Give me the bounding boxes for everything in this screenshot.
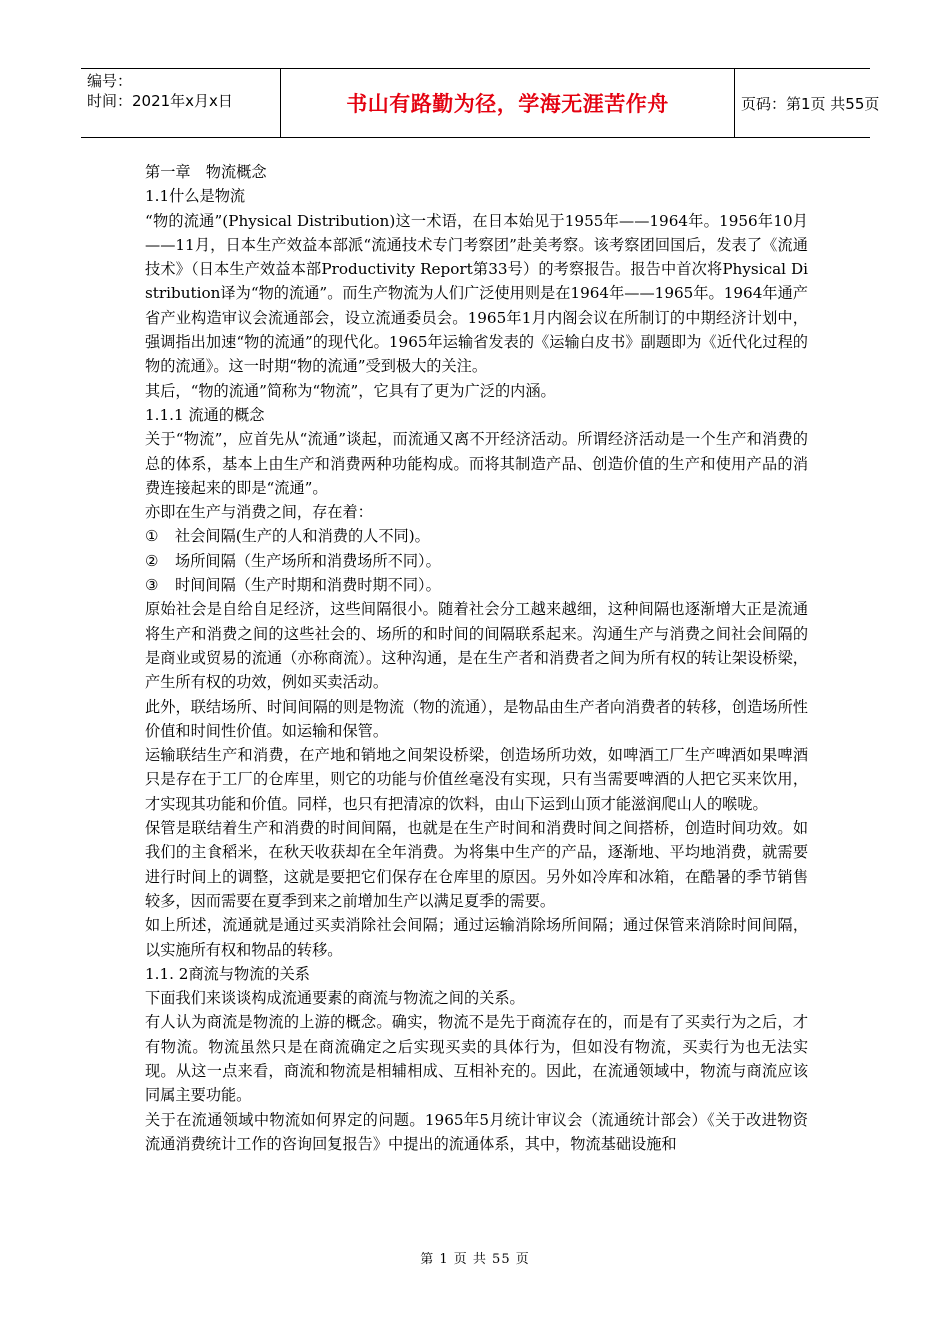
header-table xyxy=(81,68,880,138)
section-heading: 1.1.1 流通的概念 xyxy=(145,405,265,424)
paragraph: 保管是联结着生产和消费的时间间隔，也就是在生产时间和消费时间之间搭桥，创造时间功效。如我们的主食稻米，在秋天收获却在全年消费。为将集中生产的产品，逐渐地、平均地消费，就需要进行时间上的调整，这就是要把它们保存在仓库里的原因。另外如冷库和冰箱，在酷暑的季节销售较多，因而需要在夏季到来之前增加生产以满足夏季的需要。 xyxy=(145,819,808,910)
document-body xyxy=(145,160,808,1156)
date-label: 时间：2021年x月x日 xyxy=(87,92,233,110)
paragraph: 此外，联结场所、时间间隔的则是物流（物的流通），是物品由生产者向消费者的转移，创造场所性价值和时间性价值。如运输和保管。 xyxy=(145,697,808,740)
list-text: 社会间隔(生产的人和消费的人不同)。 xyxy=(175,527,430,546)
chapter-title: 第一章 物流概念 xyxy=(145,163,267,181)
motto: 书山有路勤为径，学海无涯苦作舟 xyxy=(281,69,735,137)
list-number: ③ xyxy=(145,576,159,595)
paragraph: 关于“物流”，应首先从“流通”谈起，而流通又离不开经济活动。所谓经济活动是一个生产和消费的总的体系，基本上由生产和消费两种功能构成。而将其制造产品、创造价值的生产和使用产品的消费连接起来的即是“流通”。 xyxy=(145,430,808,497)
list-item xyxy=(145,549,808,573)
paragraph: 关于在流通领域中物流如何界定的问题。1965年5月统计审议会（流通统计部会）《关于改进物资流通消费统计工作的咨询回复报告》中提出的流通体系，其中，物流基础设施和 xyxy=(145,1110,808,1153)
section-heading: 1.1什么是物流 xyxy=(145,187,246,206)
list-text: 时间间隔（生产时期和消费时期不同）。 xyxy=(175,576,441,595)
paragraph: 原始社会是自给自足经济，这些间隔很小。随着社会分工越来越细，这种间隔也逐渐增大正是流通将生产和消费之间的这些社会的、场所的和时间的间隔联系起来。沟通生产与消费之间社会间隔的是商业或贸易的流通（亦称商流）。这种沟通，是在生产者和消费者之间为所有权的转让架设桥梁，产生所有权的功效，例如买卖活动。 xyxy=(145,600,808,692)
list-text: 场所间隔（生产场所和消费场所不同）。 xyxy=(175,551,441,570)
paragraph: 其后，“物的流通”简称为“物流”，它具有了更为广泛的内涵。 xyxy=(145,381,556,400)
paragraph: 下面我们来谈谈构成流通要素的商流与物流之间的关系。 xyxy=(145,989,525,1008)
page-info: 页码：第1页 共55页 xyxy=(741,94,880,113)
list-number: ② xyxy=(145,551,159,570)
section-heading: 1.1. 2商流与物流的关系 xyxy=(145,964,310,983)
paragraph: 运输联结生产和消费，在产地和销地之间架设桥梁，创造场所功效，如啤酒工厂生产啤酒如果啤酒只是存在于工厂的仓库里，则它的功能与价值丝毫没有实现，只有当需要啤酒的人把它买来饮用，才实现其功能和价值。同样，也只有把清凉的饮料，由山下运到山顶才能滋润爬山人的喉咙。 xyxy=(145,746,808,813)
paragraph: 如上所述，流通就是通过买卖消除社会间隔；通过运输消除场所间隔；通过保管来消除时间间隔，以实施所有权和物品的转移。 xyxy=(145,916,808,959)
header-meta xyxy=(81,69,281,137)
list-item xyxy=(145,573,808,597)
page-footer: 第 1 页 共 55 页 xyxy=(420,1252,530,1267)
list-item xyxy=(145,524,808,548)
paragraph: “物的流通”(Physical Distribution)这一术语，在日本始见于1955年——1964年。1956年10月——11月，日本生产效益本部派“流通技术专门考察团”赴美考察。该考察团回国后，发表了《流通技术》（日本生产效益本部Productivity Report第33号）的考察报告。报告中首次将Physical Distribution译为“物的流通”。而生产物流为人们广泛使用则是在1964年——1965年。1964年通产省产业构造审议会流通部会，设立流通委员会。1965年1月内阁会议在所制订的中期经济计划中，强调指出加速“物的流通”的现代化。1965年运输省发表的《运输白皮书》副题即为《近代化过程的物的流通》。这一时期“物的流通”受到极大的关注。 xyxy=(145,211,808,376)
paragraph: 有人认为商流是物流的上游的概念。确实，物流不是先于商流存在的，而是有了买卖行为之后，才有物流。物流虽然只是在商流确定之后实现买卖的具体行为，但如没有物流，买卖行为也无法实现。从这一点来看，商流和物流是相辅相成、互相补充的。因此，在流通领域中，物流与商流应该同属主要功能。 xyxy=(145,1013,808,1105)
number-label: 编号： xyxy=(87,72,133,90)
list-number: ① xyxy=(145,527,159,546)
paragraph: 亦即在生产与消费之间，存在着： xyxy=(145,503,373,522)
